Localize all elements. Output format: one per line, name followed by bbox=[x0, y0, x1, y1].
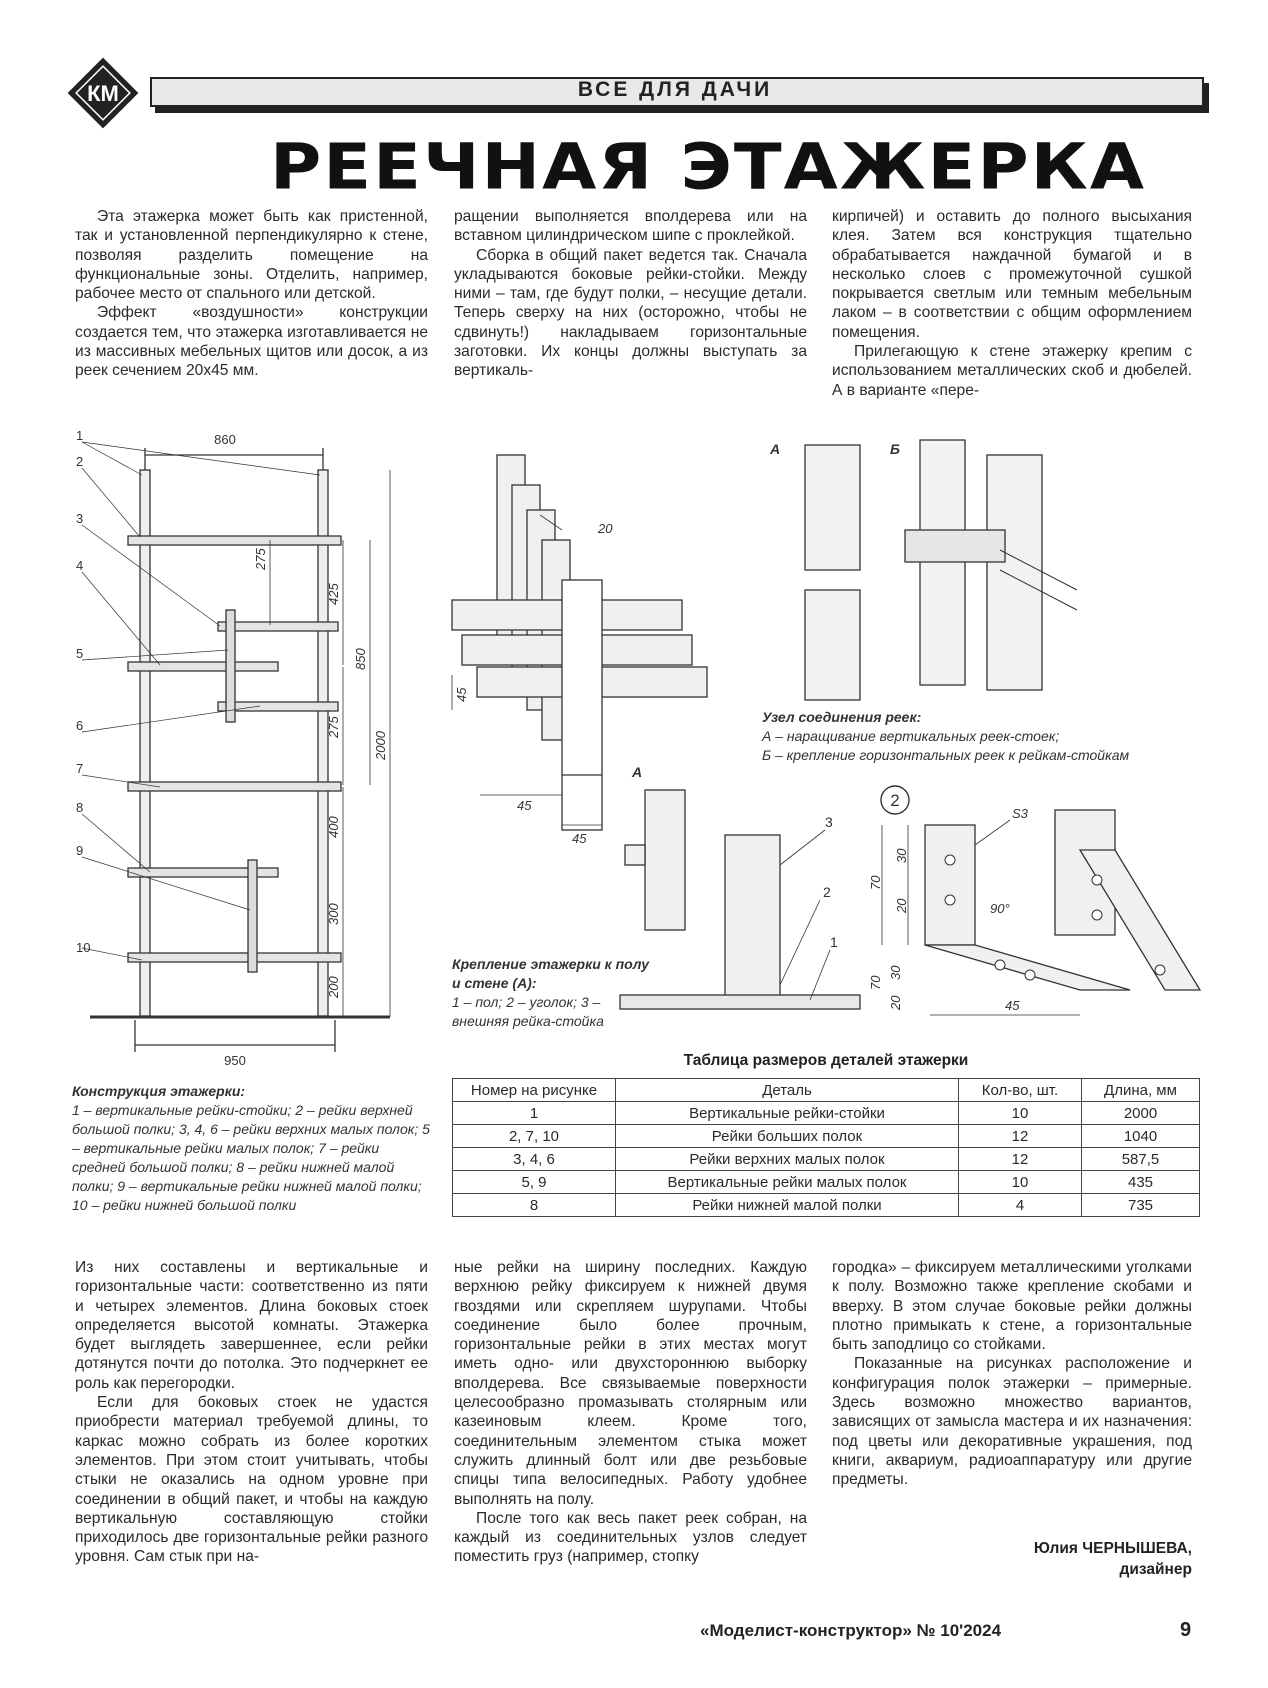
dim: 200 bbox=[326, 976, 341, 998]
table-cell: 587,5 bbox=[1082, 1148, 1200, 1171]
dim: 2000 bbox=[373, 731, 388, 760]
callout: 6 bbox=[76, 718, 84, 733]
dim: 425 bbox=[326, 583, 341, 605]
table-cell: 5, 9 bbox=[453, 1171, 616, 1194]
shelf-construction-drawing bbox=[60, 420, 440, 1070]
table-cell: 435 bbox=[1082, 1171, 1200, 1194]
callout: 8 bbox=[76, 800, 84, 815]
bottom-column-2 bbox=[454, 1258, 807, 1567]
mounting-drawing bbox=[620, 765, 860, 1015]
table-cell: 10 bbox=[959, 1102, 1082, 1125]
dim: 20 bbox=[888, 995, 903, 1010]
paragraph: Прилегающую к стене этажерку крепим с использованием металлических скоб и дюбелей. А в варианте «пере- bbox=[832, 343, 1192, 399]
table-cell: Рейки нижней малой полки bbox=[616, 1194, 959, 1217]
paragraph: Из них составлены и вертикальные и горизонтальные части: соответственно из пяти и четырех элементов. Длина боковых стоек определяется высотой комнаты. Этажерка будет выглядеть завершеннее, если рейки дотянутся почти до потолка. Это подчеркнет ее роль как перегородки. bbox=[75, 1259, 428, 1392]
dim-width-bottom: 950 bbox=[224, 1053, 246, 1068]
logo-text: КМ bbox=[87, 81, 119, 106]
dim: 45 bbox=[572, 831, 587, 846]
table-header: Длина, мм bbox=[1082, 1079, 1200, 1102]
callout: 3 bbox=[76, 511, 84, 526]
dim: 30 bbox=[894, 848, 909, 863]
table-cell: 12 bbox=[959, 1125, 1082, 1148]
callout: 1 bbox=[830, 934, 838, 950]
callout: 9 bbox=[76, 843, 84, 858]
thickness: S3 bbox=[1012, 806, 1028, 821]
top-column-1 bbox=[75, 207, 428, 381]
article-title: РЕЕЧНАЯ ЭТАЖЕРКА bbox=[270, 130, 1147, 204]
dim: 275 bbox=[253, 548, 268, 570]
figure-number: 2 bbox=[890, 791, 900, 810]
caption-title: Конструкция этажерки: bbox=[72, 1083, 246, 1099]
bottom-column-3 bbox=[832, 1258, 1192, 1490]
callout: 7 bbox=[76, 761, 84, 776]
dim: 45 bbox=[517, 798, 532, 813]
main-figure-caption bbox=[72, 1082, 430, 1215]
callout: 5 bbox=[76, 646, 84, 661]
label-a: А bbox=[770, 441, 781, 457]
table-header: Номер на рисунке bbox=[453, 1079, 616, 1102]
label-a: А bbox=[632, 764, 643, 780]
paragraph: Эта этажерка может быть как пристенной, так и установленной перпендикулярно к стене, позволяя разделить помещение на функциональные зоны. Отделить, например, рабочее место от спального или детской. bbox=[75, 208, 428, 303]
table-cell: Рейки больших полок bbox=[616, 1125, 959, 1148]
page-number: 9 bbox=[1180, 1619, 1192, 1641]
dim: 20 bbox=[894, 898, 909, 913]
table-cell: Вертикальные рейки-стойки bbox=[616, 1102, 959, 1125]
table-row bbox=[453, 1125, 1200, 1148]
paragraph: городка» – фиксируем металлическими уголками к полу. Возможно также крепление скобами и вверху. В этом случае боковые рейки должны плотно примыкать к стене, а горизонтальные быть заподлицо со стойками. bbox=[832, 1259, 1192, 1354]
table-header: Кол-во, шт. bbox=[959, 1079, 1082, 1102]
dim: 30 bbox=[888, 965, 903, 980]
dim: 850 bbox=[353, 648, 368, 670]
table-cell: 4 bbox=[959, 1194, 1082, 1217]
author-role: дизайнер bbox=[1119, 1561, 1192, 1578]
bottom-column-1 bbox=[75, 1258, 428, 1567]
paragraph: Показанные на рисунках расположение и конфигурация полок этажерки – примерные. Здесь возможно множество вариантов, зависящих от замысла мастера и их назначения: под цветы или декоративные украшения, под книги, аквариум, радиоаппаратуру или другие предметы. bbox=[832, 1355, 1192, 1489]
dim: 45 bbox=[454, 687, 469, 702]
dim-width-top: 860 bbox=[214, 432, 236, 447]
dim: 275 bbox=[326, 716, 341, 738]
dim: 400 bbox=[326, 816, 341, 838]
caption-text: 1 – вертикальные рейки-стойки; 2 – рейки верхней большой полки; 3, 4, 6 – рейки верхних малых полок; 5 – вертикальные рейки малых полок; 7 – рейки средней большой полки; 8 – рейки нижней малой полки; 9 – вертикальные рейки нижней малой полки; 10 – рейки нижней большой полки bbox=[72, 1102, 430, 1213]
paragraph: Если для боковых стоек не удастся приобрести материал требуемой длины, то каркас можно собрать из более коротких элементов. При этом стоит учитывать, чтобы стыки не оказались на одном уровне при соединении в общий пакет, и чтобы на каждую вертикальную составляющую стойки приходилось две горизонтальные рейки разного уровня. Сам стык при на- bbox=[75, 1394, 428, 1566]
table-header-row bbox=[453, 1079, 1200, 1102]
callout: 3 bbox=[825, 814, 833, 830]
callout: 1 bbox=[76, 428, 84, 443]
paragraph: Сборка в общий пакет ведется так. Сначала укладываются боковые рейки-стойки. Между ними – там, где будут полки, – несущие детали. Теперь сверху на них (осторожно, чтобы не сдвинуть!) накладываем горизонтальные заготовки. Их концы должны выступать за вертикаль- bbox=[454, 246, 807, 380]
table-cell: 8 bbox=[453, 1194, 616, 1217]
caption-text: 1 – пол; 2 – уголок; 3 – внешняя рейка-стойка bbox=[452, 994, 604, 1029]
table-cell: Вертикальные рейки малых полок bbox=[616, 1171, 959, 1194]
callout: 2 bbox=[823, 884, 831, 900]
table-cell: 735 bbox=[1082, 1194, 1200, 1217]
table-cell: 2, 7, 10 bbox=[453, 1125, 616, 1148]
paragraph: После того как весь пакет реек собран, на каждый из соединительных узлов следует поместить груз (например, стопку bbox=[454, 1509, 807, 1566]
callout: 10 bbox=[76, 940, 91, 955]
table-row bbox=[453, 1194, 1200, 1217]
table-header: Деталь bbox=[616, 1079, 959, 1102]
magazine-issue: «Моделист-конструктор» № 10'2024 bbox=[700, 1621, 1002, 1640]
details-table bbox=[452, 1078, 1200, 1217]
table-row bbox=[453, 1148, 1200, 1171]
caption-title: Крепление этажерки к полу и стене (А): bbox=[452, 956, 650, 991]
table-cell: 2000 bbox=[1082, 1102, 1200, 1125]
rubric: ВСЕ ДЛЯ ДАЧИ bbox=[577, 78, 773, 101]
callout: 4 bbox=[76, 558, 84, 573]
author-name: Юлия ЧЕРНЫШЕВА, bbox=[1033, 1540, 1192, 1557]
paragraph: Эффект «воздушности» конструкции создается тем, что этажерка изготавливается не из массивных мебельных щитов или досок, а из реек сечением 20х45 мм. bbox=[75, 304, 428, 380]
dim: 70 bbox=[868, 975, 883, 990]
table-title: Таблица размеров деталей этажерки bbox=[683, 1052, 969, 1069]
magazine-logo bbox=[60, 50, 146, 136]
joints-drawing bbox=[765, 430, 1105, 705]
paragraph: кирпичей) и оставить до полного высыхания клея. Затем вся конструкция тщательно обрабатывается наждачной бумагой и в несколько слоев с промежуточной сушкой покрывается светлым или темным мебельным лаком – в соответствии с общим оформлением помещения. bbox=[832, 208, 1192, 341]
table-cell: 1040 bbox=[1082, 1125, 1200, 1148]
caption-title: Узел соединения реек: bbox=[762, 709, 922, 725]
table-cell: 3, 4, 6 bbox=[453, 1148, 616, 1171]
table-row bbox=[453, 1171, 1200, 1194]
label-b: Б bbox=[890, 441, 900, 457]
dim: 45 bbox=[1005, 998, 1020, 1013]
table-row bbox=[453, 1102, 1200, 1125]
author-block bbox=[900, 1538, 1192, 1580]
top-column-2 bbox=[454, 207, 807, 381]
table-cell: 10 bbox=[959, 1171, 1082, 1194]
dim: 300 bbox=[326, 903, 341, 925]
dim: 20 bbox=[598, 521, 613, 536]
bracket-drawing bbox=[870, 785, 1210, 1025]
caption-line: А – наращивание вертикальных реек-стоек; bbox=[762, 728, 1060, 744]
dim: 70 bbox=[868, 875, 883, 890]
callout: 2 bbox=[76, 454, 84, 469]
joints-caption bbox=[762, 708, 1202, 765]
paragraph: ные рейки на ширину последних. Каждую верхнюю рейку фиксируем к нижней двумя гвоздями или скрепляем шурупами. Чтобы соединение было более прочным, горизонтальные рейки в этих местах могут иметь одно- или двухстороннюю выборку вполдерева. Все связываемые поверхности целесообразно промазывать столярным или казеиновым клеем. Кроме того, соединительным элементом стыка может служить длинный болт или две резьбовые спицы типа велосипедных. Работу удобнее выполнять на полу. bbox=[454, 1259, 807, 1508]
caption-line: Б – крепление горизонтальных реек к рейкам-стойкам bbox=[762, 747, 1130, 763]
table-cell: Рейки верхних малых полок bbox=[616, 1148, 959, 1171]
mounting-caption bbox=[452, 955, 652, 1031]
top-column-3 bbox=[832, 207, 1192, 400]
table-cell: 1 bbox=[453, 1102, 616, 1125]
paragraph: ращении выполняется вполдерева или на вставном цилиндрическом шипе с проклейкой. bbox=[454, 208, 807, 245]
angle: 90° bbox=[990, 901, 1010, 916]
table-cell: 12 bbox=[959, 1148, 1082, 1171]
